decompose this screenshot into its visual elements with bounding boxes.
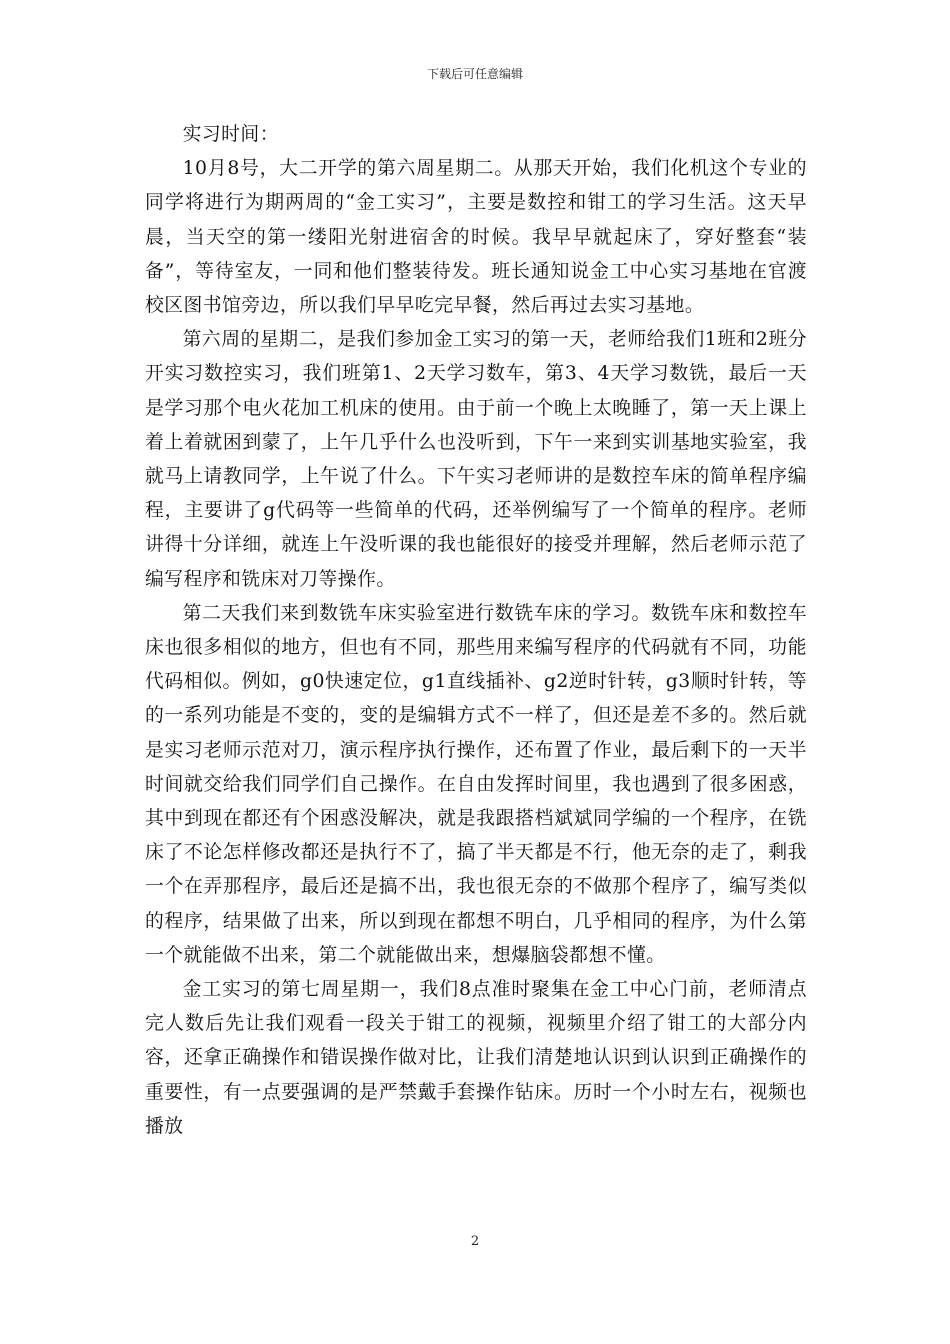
- page-number: 2: [470, 1234, 480, 1249]
- document-body: [145, 118, 807, 1144]
- paragraph-first-day: 第六周的星期二，是我们参加金工实习的第一天，老师给我们1班和2班分开实习数控实习，我们班第1、2天学习数车，第3、4天学习数铣，最后一天是学习那个电火花加工机床的使用。由于前一个晚上太晚睡了，第一天上课上着上着就困到蒙了，上午几乎什么也没听到，下午一来到实训基地实验室，我就马上请教同学，上午说了什么。下午实习老师讲的是数控车床的简单程序编程，主要讲了g代码等一些简单的代码，还举例编写了一个简单的程序。老师讲得十分详细，就连上午没听课的我也能很好的接受并理解，然后老师示范了编写程序和铣床对刀等操作。: [145, 329, 807, 590]
- paragraph-second-day: 第二天我们来到数铣车床实验室进行数铣车床的学习。数铣车床和数控车床也很多相似的地方，但也有不同，那些用来编写程序的代码就有不同，功能代码相似。例如，g0快速定位，g1直线插补、g2逆时针转，g3顺时针转，等的一系列功能是不变的，变的是编辑方式不一样了，但还是差不多的。然后就是实习老师示范对刀，演示程序执行操作，还布置了作业，最后剩下的一天半时间就交给我们同学们自己操作。在自由发挥时间里，我也遇到了很多困惑，其中到现在都还有个困惑没解决，就是我跟搭档斌斌同学编的一个程序，在铣床了不论怎样修改都还是执行不了，搞了半天都是不行，他无奈的走了，剩我一个在弄那程序，最后还是搞不出，我也很无奈的不做那个程序了，编写类似的程序，结果做了出来，所以到现在都想不明白，几乎相同的程序，为什么第一个就能做不出来，第二个就能做出来，想爆脑袋都想不懂。: [145, 602, 807, 966]
- paragraph-week-seven: 金工实习的第七周星期一，我们8点准时聚集在金工中心门前，老师清点完人数后先让我们观看一段关于钳工的视频，视频里介绍了钳工的大部分内容，还拿正确操作和错误操作做对比，让我们清楚地认识到认识到正确操作的重要性，有一点要强调的是严禁戴手套操作钻床。历时一个小时左右，视频也播放: [145, 979, 807, 1137]
- page-header: 下载后可任意编辑: [426, 67, 523, 81]
- paragraph-internship-time: 实习时间：: [182, 124, 279, 145]
- paragraph-intro: 10月8号，大二开学的第六周星期二。从那天开始，我们化机这个专业的同学将进行为期两周的“金工实习”，主要是数控和钳工的学习生活。这天早晨，当天空的第一缕阳光射进宿舍的时候。我早早就起床了，穿好整套“装备”，等待室友，一同和他们整装待发。班长通知说金工中心实习基地在官渡校区图书馆旁边，所以我们早早吃完早餐，然后再过去实习基地。: [145, 158, 807, 317]
